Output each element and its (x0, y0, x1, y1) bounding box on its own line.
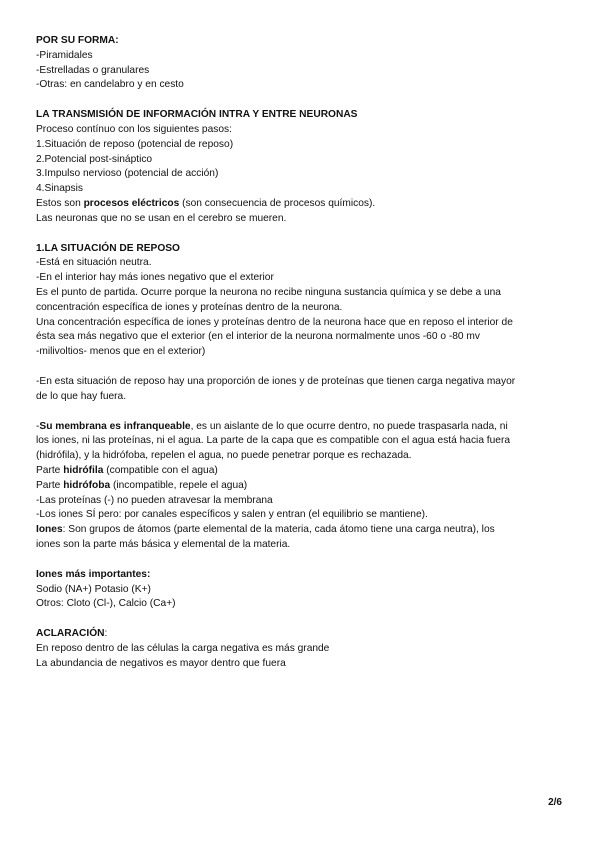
paragraph-line: Las neuronas que no se usan en el cerebro se mueren. (36, 212, 287, 224)
text-run: (incompatible, repele el agua) (110, 479, 248, 491)
list-item: -Piramidales (36, 49, 93, 61)
text-run: Estos son (36, 197, 84, 209)
text-run: - (36, 420, 40, 432)
section-heading-forma: POR SU FORMA: (36, 35, 119, 46)
paragraph-line: Otros: Cloto (Cl-), Calcio (Ca+) (36, 598, 176, 610)
section-heading-reposo: 1.LA SITUACIÓN DE REPOSO (36, 242, 180, 254)
paragraph-line: La abundancia de negativos es mayor dentro que fuera (36, 657, 286, 669)
list-item: -Estrelladas o granulares (36, 64, 150, 76)
paragraph-line: de lo que hay fuera. (36, 390, 127, 402)
text-run: : (104, 628, 108, 640)
text-run: Parte (36, 479, 64, 491)
paragraph-line: iones son la parte más básica y elemental de la materia. (36, 538, 291, 550)
paragraph-line: -En el interior hay más iones negativo que el exterior (36, 272, 274, 284)
paragraph-line: concentración específica de iones y proteínas dentro de la neurona. (36, 301, 343, 313)
list-item: 3.Impulso nervioso (potencial de acción) (36, 168, 219, 180)
text-run: (son consecuencia de procesos químicos). (179, 197, 376, 209)
paragraph-line: Sodio (NA+) Potasio (K+) (36, 583, 151, 595)
paragraph-line: (hidrófila), y la hidrófoba, repelen el agua, no puede penetrar porque es rechazada. (36, 450, 412, 462)
paragraph-line (36, 479, 566, 494)
paragraph-line (36, 523, 566, 538)
paragraph-line: los iones, ni las proteínas, ni el agua. La parte de la capa que es compatible con el agua está hacia fuera (36, 435, 511, 447)
bold-term: procesos eléctricos (83, 197, 180, 209)
paragraph-line: -milivoltios- menos que en el exterior) (36, 346, 206, 358)
text-run: (compatible con el agua) (103, 464, 218, 476)
bold-term: Su membrana es infranqueable (39, 420, 191, 432)
list-item: 2.Potencial post-sináptico (36, 153, 153, 165)
paragraph-line: Es el punto de partida. Ocurre porque la neurona no recibe ninguna sustancia química y se debe a una (36, 286, 501, 298)
paragraph-line: Una concentración específica de iones y proteínas dentro de la neurona hace que en reposo el interior de (36, 316, 513, 328)
paragraph-line (36, 420, 566, 435)
page-number: 2/6 (548, 797, 562, 808)
text-run: Parte (36, 464, 64, 476)
bold-term: hidrófila (63, 464, 104, 476)
paragraph-line: En reposo dentro de las células la carga negativa es más grande (36, 642, 330, 654)
paragraph-line: -Las proteínas (-) no pueden atravesar la membrana (36, 494, 273, 506)
paragraph-line (36, 464, 566, 479)
paragraph-line (36, 197, 566, 212)
section-heading-aclaracion (36, 627, 566, 642)
paragraph-line: -En esta situación de reposo hay una proporción de iones y de proteínas que tienen carga negativa mayor (36, 375, 516, 387)
list-item: 4.Sinapsis (36, 183, 84, 195)
bold-term: hidrófoba (63, 479, 111, 491)
bold-term: Iones (36, 524, 63, 536)
text-run: : Son grupos de átomos (parte elemental de la materia, cada átomo tiene una carga neutra), los (62, 524, 495, 536)
document-page (36, 34, 566, 671)
heading-text: ACLARACIÓN (36, 628, 105, 640)
paragraph-line: Proceso contínuo con los siguientes pasos: (36, 123, 232, 135)
list-item: 1.Situación de reposo (potencial de reposo) (36, 138, 234, 150)
list-item: -Otras: en candelabro y en cesto (36, 79, 184, 91)
paragraph-line: ésta sea más negativo que el exterior (en el interior de la neurona normalmente unos -60 o -80 mv (36, 331, 480, 343)
text-run: , es un aislante de lo que ocurre dentro, no puede traspasarla nada, ni (190, 420, 508, 432)
paragraph-line: -Está en situación neutra. (36, 257, 152, 269)
section-heading-transmision: LA TRANSMISIÓN DE INFORMACIÓN INTRA Y ENTRE NEURONAS (36, 109, 358, 121)
section-heading-iones: Iones más importantes: (36, 568, 151, 580)
paragraph-line: -Los iones SÍ pero: por canales específicos y salen y entran (el equilibrio se mantiene). (36, 509, 428, 521)
